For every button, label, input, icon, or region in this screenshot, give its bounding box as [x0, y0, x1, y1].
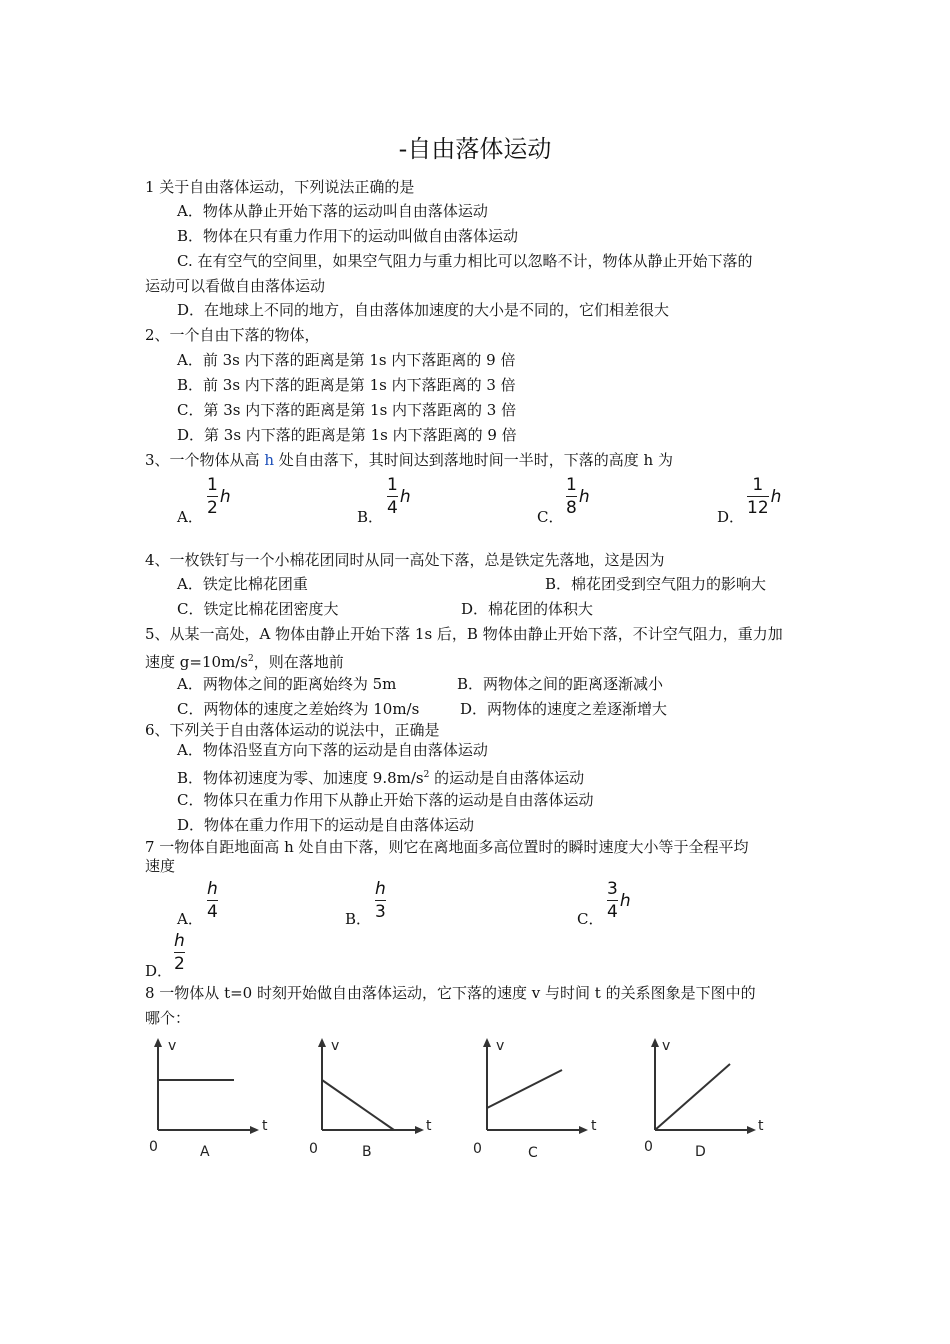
- page-title: -自由落体运动: [398, 135, 552, 163]
- q3-option-c-fraction: [566, 476, 590, 517]
- q3-option-d-fraction: [747, 476, 781, 517]
- q6-stem: 6、下列关于自由落体运动的说法中，正确是: [145, 721, 440, 739]
- q4-option-b: B．棉花团受到空气阻力的影响大: [545, 575, 767, 593]
- q6-option-b: [177, 765, 584, 788]
- q6-option-c: C．物体只在重力作用下从静止开始下落的运动是自由落体运动: [177, 791, 594, 809]
- q3-option-d-label: D．: [717, 508, 745, 526]
- q6-option-b-part2: 的运动是自由落体运动: [429, 769, 585, 787]
- graph-b-origin: 0: [309, 1141, 318, 1157]
- q2-option-b: B．前 3s 内下落的距离是第 1s 内下落距离的 3 倍: [177, 376, 516, 394]
- q7-b-numerator: h: [375, 879, 386, 899]
- q4-option-a: A．铁定比棉花团重: [177, 575, 308, 593]
- graph-d-line: [655, 1064, 730, 1130]
- graph-a-y-label: v: [168, 1038, 177, 1054]
- q5-option-d: D．两物体的速度之差逐渐增大: [460, 700, 668, 718]
- graph-a-x-arrow: [250, 1126, 259, 1134]
- graph-a-label: A: [200, 1144, 210, 1160]
- q1-option-d: D．在地球上不同的地方，自由落体加速度的大小是不同的，它们相差很大: [177, 301, 670, 319]
- q7-option-a-label: A．: [177, 910, 203, 928]
- graph-b-label: B: [362, 1144, 372, 1160]
- q3-a-variable: h: [219, 486, 231, 507]
- q8-graphs: [0, 1030, 950, 1170]
- q3-option-b-fraction: [387, 476, 411, 517]
- q7-option-b-fraction: [375, 880, 386, 921]
- q7-a-numerator: h: [207, 879, 218, 899]
- q7-option-c-fraction: [607, 880, 631, 921]
- q7-a-denominator: 4: [207, 902, 218, 922]
- q5-stem-line2: [145, 649, 344, 672]
- q1-option-b: B．物体在只有重力作用下的运动叫做自由落体运动: [177, 227, 519, 245]
- q1-option-a: A．物体从静止开始下落的运动叫自由落体运动: [177, 202, 488, 220]
- q7-b-denominator: 3: [375, 902, 386, 922]
- q3-stem: [145, 450, 673, 470]
- q3-option-a-fraction: [207, 476, 231, 517]
- q7-option-b-label: B．: [345, 910, 372, 928]
- q7-c-numerator: 3: [607, 879, 618, 899]
- q6-option-b-part1: B．物体初速度为零、加速度 9.8m/s: [177, 769, 424, 787]
- graph-a-x-label: t: [262, 1118, 268, 1134]
- q3-c-numerator: 1: [566, 475, 577, 495]
- q4-stem: 4、一枚铁钉与一个小棉花团同时从同一高处下落，总是铁定先落地，这是因为: [145, 551, 665, 569]
- q5-stem-part2: ，则在落地前: [253, 653, 344, 671]
- graph-c-x-label: t: [591, 1118, 597, 1134]
- graph-a-y-arrow: [154, 1038, 162, 1047]
- q7-stem-line2: 速度: [145, 857, 176, 875]
- q3-option-b-label: B．: [357, 508, 384, 526]
- q3-b-denominator: 4: [387, 498, 398, 518]
- graph-b-x-arrow: [415, 1126, 424, 1134]
- q3-option-a-label: A．: [177, 508, 203, 526]
- graph-c-x-arrow: [579, 1126, 588, 1134]
- q7-c-denominator: 4: [607, 902, 618, 922]
- q5-stem-line1: 5、从某一高处，A 物体由静止开始下落 1s 后，B 物体由静止开始下落，不计空气阻力，重力加: [145, 625, 783, 643]
- q6-option-d: D．物体在重力作用下的运动是自由落体运动: [177, 816, 475, 834]
- q2-stem: 2、一个自由下落的物体，: [145, 326, 320, 344]
- graph-d-x-arrow: [747, 1126, 756, 1134]
- q5-stem-part1: 速度 g=10m/s: [145, 653, 249, 671]
- q5-option-b: B．两物体之间的距离逐渐减小: [457, 675, 664, 693]
- graph-a-origin: 0: [149, 1139, 158, 1155]
- q3-stem-part2: 处自由落下，其时间达到落地时间一半时，下落的高度 h 为: [273, 451, 673, 469]
- q7-option-a-fraction: [207, 880, 218, 921]
- q7-option-c-label: C．: [577, 910, 604, 928]
- q4-option-d: D．棉花团的体积大: [461, 600, 594, 618]
- graph-d-x-label: t: [758, 1118, 764, 1134]
- q3-stem-part1: 3、一个物体从高: [145, 451, 265, 469]
- q3-option-c-label: C．: [537, 508, 564, 526]
- q8-stem-line2: 哪个：: [145, 1009, 191, 1027]
- q5-option-c: C．两物体的速度之差始终为 10m/s: [177, 700, 420, 718]
- graph-d-origin: 0: [644, 1139, 653, 1155]
- graph-b-line: [322, 1080, 394, 1130]
- graph-c-label: C: [528, 1145, 538, 1161]
- q1-option-c-line1: C. 在有空气的空间里，如果空气阻力与重力相比可以忽略不计，物体从静止开始下落的: [177, 252, 753, 270]
- q4-option-c: C．铁定比棉花团密度大: [177, 600, 339, 618]
- q7-d-numerator: h: [174, 931, 185, 951]
- graph-c-line: [487, 1070, 562, 1108]
- q3-d-numerator: 1: [752, 475, 764, 495]
- q5-option-a: A．两物体之间的距离始终为 5m: [177, 675, 397, 693]
- graph-d-y-arrow: [651, 1038, 659, 1047]
- q7-option-d-label: D．: [145, 962, 173, 980]
- q1-option-c-line2: 运动可以看做自由落体运动: [145, 277, 326, 295]
- q6-option-a: A．物体沿竖直方向下落的运动是自由落体运动: [177, 741, 488, 759]
- q6-option-b-superscript: 2: [423, 770, 430, 780]
- q3-c-variable: h: [578, 486, 590, 507]
- q3-d-variable: h: [770, 486, 782, 507]
- q2-option-d: D．第 3s 内下落的距离是第 1s 内下落距离的 9 倍: [177, 426, 517, 444]
- graph-c-y-arrow: [483, 1038, 491, 1047]
- q5-stem-superscript: 2: [248, 654, 254, 664]
- q7-stem-line1: 7 一物体自距地面高 h 处自由下落，则它在离地面多高位置时的瞬时速度大小等于全程平均: [145, 838, 749, 856]
- q7-c-variable: h: [619, 890, 631, 911]
- q3-b-numerator: 1: [387, 475, 398, 495]
- q3-b-variable: h: [399, 486, 411, 507]
- graph-b-y-arrow: [318, 1038, 326, 1047]
- graph-b-y-label: v: [331, 1038, 340, 1054]
- graph-d-y-label: v: [662, 1038, 671, 1054]
- q7-option-d-fraction: [174, 932, 185, 973]
- q1-stem: 1 关于自由落体运动，下列说法正确的是: [145, 178, 415, 196]
- q3-stem-variable: h: [264, 451, 274, 469]
- q8-stem-line1: 8 一物体从 t=0 时刻开始做自由落体运动，它下落的速度 v 与时间 t 的关系图象是下图中的: [145, 984, 756, 1002]
- q2-option-a: A．前 3s 内下落的距离是第 1s 内下落距离的 9 倍: [177, 351, 516, 369]
- graph-c-y-label: v: [496, 1038, 505, 1054]
- q7-d-denominator: 2: [174, 954, 185, 974]
- graph-d-label: D: [695, 1144, 706, 1160]
- q3-d-denominator: 12: [747, 498, 769, 518]
- graph-b-x-label: t: [426, 1118, 432, 1134]
- q3-a-denominator: 2: [207, 498, 218, 518]
- q3-a-numerator: 1: [207, 475, 218, 495]
- graph-c-origin: 0: [473, 1141, 482, 1157]
- q2-option-c: C．第 3s 内下落的距离是第 1s 内下落距离的 3 倍: [177, 401, 517, 419]
- q3-c-denominator: 8: [566, 498, 577, 518]
